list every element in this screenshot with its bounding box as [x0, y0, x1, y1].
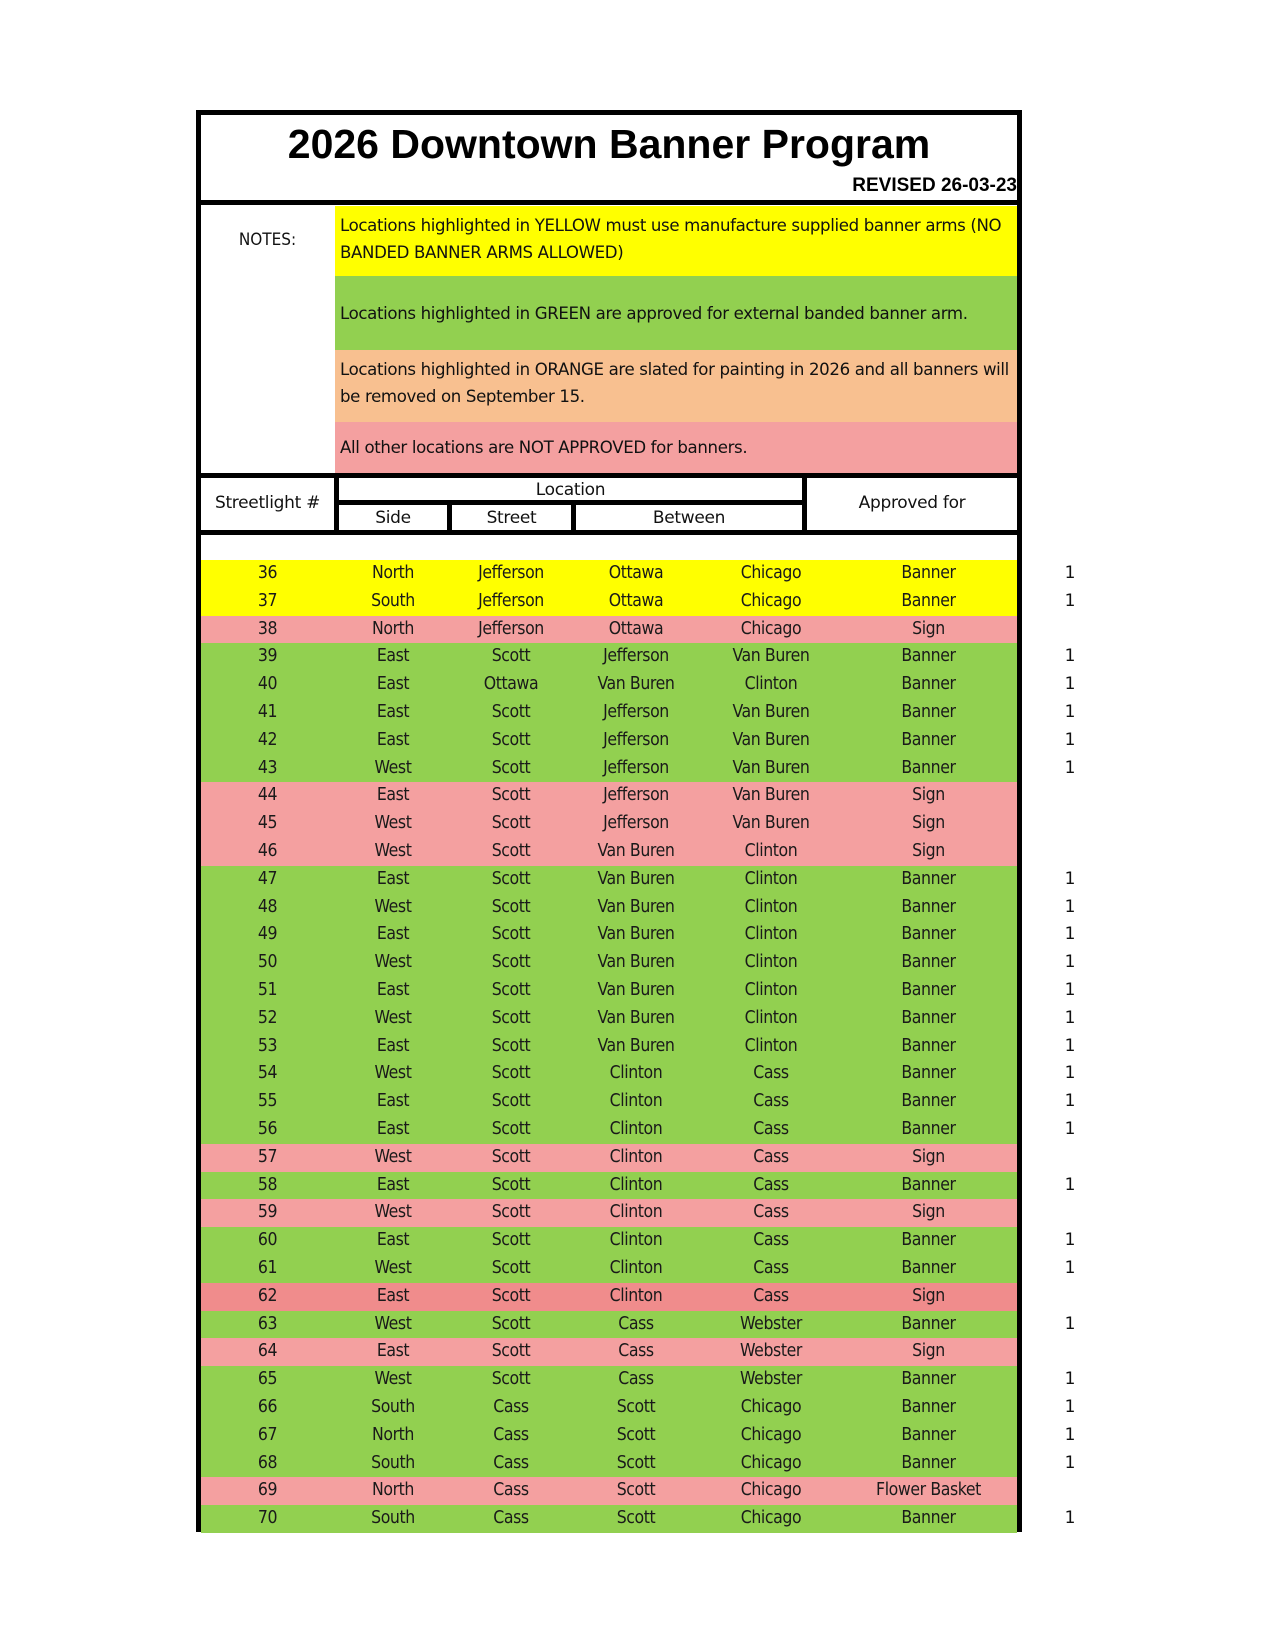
approved-for-cell: Banner	[901, 729, 956, 750]
approved-for-cell: Banner	[901, 674, 956, 695]
between-to-cell: Clinton	[744, 1007, 798, 1028]
between-to-cell: Clinton	[744, 868, 798, 889]
between-from-cell: Clinton	[609, 1118, 663, 1139]
street-cell: Scott	[491, 1369, 531, 1390]
street-cell: Scott	[491, 785, 531, 806]
tally-count: 1	[1064, 924, 1076, 945]
streetlight-number: 37	[257, 590, 278, 611]
between-to-cell: Van Buren	[732, 757, 810, 778]
between-from-cell: Jefferson	[603, 813, 669, 834]
table-row	[201, 894, 1017, 922]
side-cell: West	[374, 1257, 412, 1278]
approved-for-cell: Banner	[901, 1396, 956, 1417]
approved-for-cell: Sign	[912, 785, 945, 806]
streetlight-number: 53	[257, 1035, 278, 1056]
table-row	[201, 1060, 1017, 1088]
streetlight-number: 55	[257, 1091, 278, 1112]
header-side: Side	[339, 505, 447, 530]
table-row	[201, 699, 1017, 727]
table-row	[201, 616, 1017, 644]
between-to-cell: Cass	[753, 1146, 789, 1167]
between-from-cell: Van Buren	[597, 924, 675, 945]
between-from-cell: Clinton	[609, 1174, 663, 1195]
between-to-cell: Cass	[753, 1285, 789, 1306]
streetlight-number: 52	[257, 1007, 278, 1028]
between-from-cell: Jefferson	[603, 729, 669, 750]
streetlight-number: 59	[257, 1202, 278, 1223]
between-from-cell: Van Buren	[597, 952, 675, 973]
street-cell: Scott	[491, 840, 531, 861]
approved-for-cell: Flower Basket	[876, 1480, 981, 1501]
approved-for-cell: Sign	[912, 618, 945, 639]
street-cell: Scott	[491, 924, 531, 945]
side-cell: East	[376, 924, 410, 945]
between-to-cell: Clinton	[744, 952, 798, 973]
approved-for-cell: Sign	[912, 813, 945, 834]
side-cell: East	[376, 1091, 410, 1112]
street-cell: Jefferson	[478, 563, 544, 583]
streetlight-number: 67	[257, 1424, 278, 1445]
table-row	[201, 588, 1017, 616]
tally-count: 1	[1064, 563, 1076, 583]
table-row	[201, 838, 1017, 866]
page-title: 2026 Downtown Banner Program	[287, 121, 931, 167]
approved-for-cell: Banner	[901, 979, 956, 1000]
streetlight-number: 63	[257, 1313, 278, 1334]
between-to-cell: Cass	[753, 1063, 789, 1084]
between-from-cell: Clinton	[609, 1285, 663, 1306]
street-cell: Cass	[493, 1480, 529, 1501]
between-to-cell: Cass	[753, 1174, 789, 1195]
side-cell: East	[376, 646, 410, 667]
table-row	[201, 921, 1017, 949]
streetlight-number: 36	[257, 563, 278, 583]
table-row	[201, 1311, 1017, 1339]
side-cell: East	[376, 1118, 410, 1139]
notes-label: NOTES:	[238, 230, 297, 250]
streetlight-number: 49	[257, 924, 278, 945]
tally-count: 1	[1064, 702, 1076, 722]
street-cell: Scott	[491, 1146, 531, 1167]
side-cell: East	[376, 701, 410, 722]
table-row	[201, 1422, 1017, 1450]
approved-for-cell: Banner	[901, 952, 956, 973]
note-text: Locations highlighted in YELLOW must use manufacture supplied banner arms (NO BANDED BANNER ARMS ALLOWED)	[340, 216, 1002, 262]
street-cell: Scott	[491, 757, 531, 778]
note-orange	[335, 350, 1017, 422]
tally-count: 1	[1064, 1230, 1076, 1251]
street-cell: Scott	[491, 646, 531, 667]
between-to-cell: Cass	[753, 1230, 789, 1251]
streetlight-number: 57	[257, 1146, 278, 1167]
street-cell: Scott	[491, 1341, 531, 1362]
title-block	[201, 115, 1017, 205]
street-cell: Scott	[491, 1091, 531, 1112]
between-to-cell: Van Buren	[732, 813, 810, 834]
tally-count: 1	[1064, 896, 1076, 917]
between-to-cell: Chicago	[740, 1424, 802, 1445]
table-row	[201, 1505, 1017, 1533]
approved-for-cell: Banner	[901, 1174, 956, 1195]
table-row	[201, 1338, 1017, 1366]
between-to-cell: Clinton	[744, 979, 798, 1000]
streetlight-number: 70	[257, 1508, 278, 1529]
between-from-cell: Jefferson	[603, 646, 669, 667]
between-to-cell: Cass	[753, 1091, 789, 1112]
streetlight-number: 46	[257, 840, 278, 861]
header-approved-for: Approved for	[807, 478, 1017, 529]
streetlight-number: 61	[257, 1257, 278, 1278]
street-cell: Jefferson	[478, 618, 544, 639]
table-row	[201, 1088, 1017, 1116]
street-cell: Scott	[491, 729, 531, 750]
between-from-cell: Scott	[616, 1452, 656, 1473]
between-from-cell: Clinton	[609, 1146, 663, 1167]
street-cell: Scott	[491, 1230, 531, 1251]
streetlight-number: 58	[257, 1174, 278, 1195]
tally-count: 1	[1064, 1035, 1076, 1056]
street-cell: Scott	[491, 813, 531, 834]
street-cell: Jefferson	[478, 590, 544, 611]
tally-count: 1	[1064, 674, 1076, 695]
side-cell: East	[376, 1341, 410, 1362]
approved-for-cell: Banner	[901, 1035, 956, 1056]
side-cell: West	[374, 1063, 412, 1084]
streetlight-number: 38	[257, 618, 278, 639]
table-row	[201, 810, 1017, 838]
approved-for-cell: Banner	[901, 1313, 956, 1334]
table-row	[201, 1172, 1017, 1200]
approved-for-cell: Banner	[901, 896, 956, 917]
table-row	[201, 1144, 1017, 1172]
approved-for-cell: Banner	[901, 646, 956, 667]
table-row	[201, 1033, 1017, 1061]
table-row	[201, 977, 1017, 1005]
between-to-cell: Chicago	[740, 1396, 802, 1417]
street-cell: Scott	[491, 1285, 531, 1306]
approved-for-cell: Banner	[901, 590, 956, 611]
streetlight-number: 45	[257, 813, 278, 834]
side-cell: West	[374, 840, 412, 861]
table-row	[201, 671, 1017, 699]
between-to-cell: Clinton	[744, 896, 798, 917]
table-row	[201, 866, 1017, 894]
streetlight-number: 62	[257, 1285, 278, 1306]
table-row	[201, 1283, 1017, 1311]
side-cell: North	[371, 618, 415, 639]
between-from-cell: Scott	[616, 1480, 656, 1501]
table-row	[201, 949, 1017, 977]
side-cell: South	[371, 1508, 415, 1529]
banner-program-sheet	[196, 110, 1022, 1532]
tally-count: 1	[1064, 868, 1076, 889]
table-row	[201, 727, 1017, 755]
between-from-cell: Cass	[618, 1341, 654, 1362]
table-row	[201, 1255, 1017, 1283]
tally-count: 1	[1064, 590, 1076, 611]
side-cell: West	[374, 757, 412, 778]
approved-for-cell: Banner	[901, 1257, 956, 1278]
tally-count: 1	[1064, 1313, 1076, 1334]
between-to-cell: Chicago	[740, 563, 802, 583]
between-from-cell: Van Buren	[597, 674, 675, 695]
between-to-cell: Webster	[740, 1369, 802, 1390]
approved-for-cell: Banner	[901, 1007, 956, 1028]
side-cell: North	[371, 563, 415, 583]
table-row	[201, 782, 1017, 810]
side-cell: East	[376, 1035, 410, 1056]
divider	[196, 200, 1022, 205]
between-from-cell: Clinton	[609, 1257, 663, 1278]
street-cell: Scott	[491, 1118, 531, 1139]
between-to-cell: Clinton	[744, 924, 798, 945]
street-cell: Scott	[491, 1313, 531, 1334]
spacer	[201, 535, 1017, 559]
between-from-cell: Cass	[618, 1313, 654, 1334]
tally-count: 1	[1064, 1119, 1076, 1139]
street-cell: Cass	[493, 1424, 529, 1445]
between-from-cell: Jefferson	[603, 701, 669, 722]
streetlight-number: 64	[257, 1341, 278, 1362]
approved-for-cell: Banner	[901, 563, 956, 583]
between-to-cell: Chicago	[740, 618, 802, 639]
between-to-cell: Cass	[753, 1257, 789, 1278]
between-from-cell: Clinton	[609, 1063, 663, 1084]
tally-count: 1	[1064, 729, 1076, 750]
street-cell: Scott	[491, 952, 531, 973]
side-cell: East	[376, 1285, 410, 1306]
streetlight-table	[201, 560, 1017, 1533]
header-street: Street	[452, 505, 571, 530]
table-row	[201, 1116, 1017, 1144]
side-cell: East	[376, 1174, 410, 1195]
approved-for-cell: Banner	[901, 1508, 956, 1529]
table-row	[201, 1394, 1017, 1422]
between-from-cell: Jefferson	[603, 757, 669, 778]
side-cell: South	[371, 1452, 415, 1473]
table-row	[201, 1477, 1017, 1505]
tally-count: 1	[1064, 1508, 1076, 1529]
street-cell: Scott	[491, 1174, 531, 1195]
side-cell: North	[371, 1480, 415, 1501]
streetlight-number: 42	[257, 729, 278, 750]
street-cell: Scott	[491, 868, 531, 889]
between-from-cell: Clinton	[609, 1230, 663, 1251]
streetlight-number: 54	[257, 1063, 278, 1084]
between-to-cell: Cass	[753, 1202, 789, 1223]
street-cell: Scott	[491, 1063, 531, 1084]
side-cell: East	[376, 979, 410, 1000]
between-from-cell: Jefferson	[603, 785, 669, 806]
table-row	[201, 643, 1017, 671]
approved-for-cell: Banner	[901, 701, 956, 722]
side-cell: East	[376, 674, 410, 695]
approved-for-cell: Banner	[901, 1230, 956, 1251]
table-row	[201, 1450, 1017, 1478]
table-row	[201, 1366, 1017, 1394]
side-cell: West	[374, 1313, 412, 1334]
note-text: Locations highlighted in GREEN are approved for external banded banner arm.	[340, 303, 968, 323]
street-cell: Scott	[491, 1035, 531, 1056]
between-from-cell: Scott	[616, 1508, 656, 1529]
between-to-cell: Clinton	[744, 1035, 798, 1056]
street-cell: Cass	[493, 1396, 529, 1417]
streetlight-number: 66	[257, 1396, 278, 1417]
between-from-cell: Ottawa	[608, 618, 664, 639]
streetlight-number: 68	[257, 1452, 278, 1473]
streetlight-number: 50	[257, 952, 278, 973]
table-row	[201, 1199, 1017, 1227]
tally-count: 1	[1064, 980, 1076, 1000]
approved-for-cell: Banner	[901, 1452, 956, 1473]
street-cell: Scott	[491, 1007, 531, 1028]
between-to-cell: Chicago	[740, 1508, 802, 1529]
tally-count: 1	[1064, 1397, 1076, 1417]
streetlight-number: 60	[257, 1230, 278, 1251]
between-from-cell: Van Buren	[597, 896, 675, 917]
streetlight-number: 56	[257, 1118, 278, 1139]
street-cell: Scott	[491, 701, 531, 722]
street-cell: Scott	[491, 1257, 531, 1278]
side-cell: East	[376, 868, 410, 889]
streetlight-number: 44	[257, 785, 278, 806]
header-location: Location	[339, 478, 802, 500]
tally-count: 1	[1064, 1424, 1076, 1445]
approved-for-cell: Banner	[901, 924, 956, 945]
tally-count: 1	[1064, 1007, 1076, 1028]
between-to-cell: Van Buren	[732, 646, 810, 667]
side-cell: West	[374, 952, 412, 973]
between-to-cell: Cass	[753, 1118, 789, 1139]
between-from-cell: Scott	[616, 1396, 656, 1417]
side-cell: West	[374, 1369, 412, 1390]
tally-count: 1	[1064, 952, 1076, 973]
tally-count: 1	[1064, 1174, 1076, 1195]
street-cell: Cass	[493, 1508, 529, 1529]
tally-count: 1	[1064, 1063, 1076, 1084]
side-cell: South	[371, 590, 415, 611]
street-cell: Scott	[491, 979, 531, 1000]
approved-for-cell: Banner	[901, 1424, 956, 1445]
approved-for-cell: Sign	[912, 1146, 945, 1167]
approved-for-cell: Sign	[912, 1202, 945, 1223]
note-text: All other locations are NOT APPROVED for banners.	[340, 438, 748, 457]
tally-count: 1	[1064, 1091, 1076, 1112]
side-cell: West	[374, 813, 412, 834]
streetlight-number: 48	[257, 896, 278, 917]
side-cell: East	[376, 785, 410, 806]
note-red	[335, 422, 1017, 473]
streetlight-number: 69	[257, 1480, 278, 1501]
side-cell: East	[376, 729, 410, 750]
approved-for-cell: Banner	[901, 757, 956, 778]
tally-count: 1	[1064, 1452, 1076, 1473]
approved-for-cell: Banner	[901, 868, 956, 889]
header-streetlight: Streetlight #	[201, 478, 334, 529]
street-cell: Ottawa	[483, 674, 539, 695]
between-from-cell: Van Buren	[597, 979, 675, 1000]
between-from-cell: Van Buren	[597, 1035, 675, 1056]
between-to-cell: Van Buren	[732, 785, 810, 806]
approved-for-cell: Banner	[901, 1118, 956, 1139]
streetlight-number: 47	[257, 868, 278, 889]
side-cell: West	[374, 896, 412, 917]
tally-count: 1	[1064, 1369, 1076, 1390]
streetlight-number: 65	[257, 1369, 278, 1390]
revised-date: REVISED 26-03-23	[852, 175, 1017, 196]
approved-for-cell: Banner	[901, 1369, 956, 1390]
side-cell: North	[371, 1424, 415, 1445]
between-from-cell: Ottawa	[608, 563, 664, 583]
between-to-cell: Van Buren	[732, 729, 810, 750]
between-to-cell: Chicago	[740, 590, 802, 611]
between-to-cell: Clinton	[744, 674, 798, 695]
side-cell: West	[374, 1007, 412, 1028]
between-from-cell: Van Buren	[597, 840, 675, 861]
approved-for-cell: Banner	[901, 1091, 956, 1112]
street-cell: Scott	[491, 1202, 531, 1223]
between-to-cell: Clinton	[744, 840, 798, 861]
streetlight-number: 51	[257, 979, 278, 1000]
between-to-cell: Chicago	[740, 1452, 802, 1473]
approved-for-cell: Sign	[912, 1341, 945, 1362]
between-to-cell: Webster	[740, 1341, 802, 1362]
table-row	[201, 560, 1017, 588]
between-to-cell: Van Buren	[732, 701, 810, 722]
approved-for-cell: Sign	[912, 840, 945, 861]
side-cell: East	[376, 1230, 410, 1251]
streetlight-number: 40	[257, 674, 278, 695]
streetlight-number: 43	[257, 757, 278, 778]
between-from-cell: Ottawa	[608, 590, 664, 611]
between-from-cell: Cass	[618, 1369, 654, 1390]
between-from-cell: Clinton	[609, 1202, 663, 1223]
street-cell: Cass	[493, 1452, 529, 1473]
side-cell: South	[371, 1396, 415, 1417]
between-from-cell: Scott	[616, 1424, 656, 1445]
between-to-cell: Webster	[740, 1313, 802, 1334]
side-cell: West	[374, 1146, 412, 1167]
tally-count: 1	[1064, 1258, 1076, 1278]
between-to-cell: Chicago	[740, 1480, 802, 1501]
tally-count: 1	[1064, 646, 1076, 667]
approved-for-cell: Banner	[901, 1063, 956, 1084]
between-from-cell: Van Buren	[597, 1007, 675, 1028]
streetlight-number: 41	[257, 701, 278, 722]
table-row	[201, 1227, 1017, 1255]
note-yellow	[335, 206, 1017, 276]
approved-for-cell: Sign	[912, 1285, 945, 1306]
streetlight-number: 39	[257, 646, 278, 667]
between-from-cell: Van Buren	[597, 868, 675, 889]
header-between: Between	[576, 505, 802, 530]
table-row	[201, 755, 1017, 783]
tally-count: 1	[1064, 757, 1076, 778]
note-green	[335, 276, 1017, 350]
street-cell: Scott	[491, 896, 531, 917]
note-text: Locations highlighted in ORANGE are slated for painting in 2026 and all banners will be removed on September 15.	[340, 360, 1009, 406]
side-cell: West	[374, 1202, 412, 1223]
between-from-cell: Clinton	[609, 1091, 663, 1112]
table-row	[201, 1005, 1017, 1033]
